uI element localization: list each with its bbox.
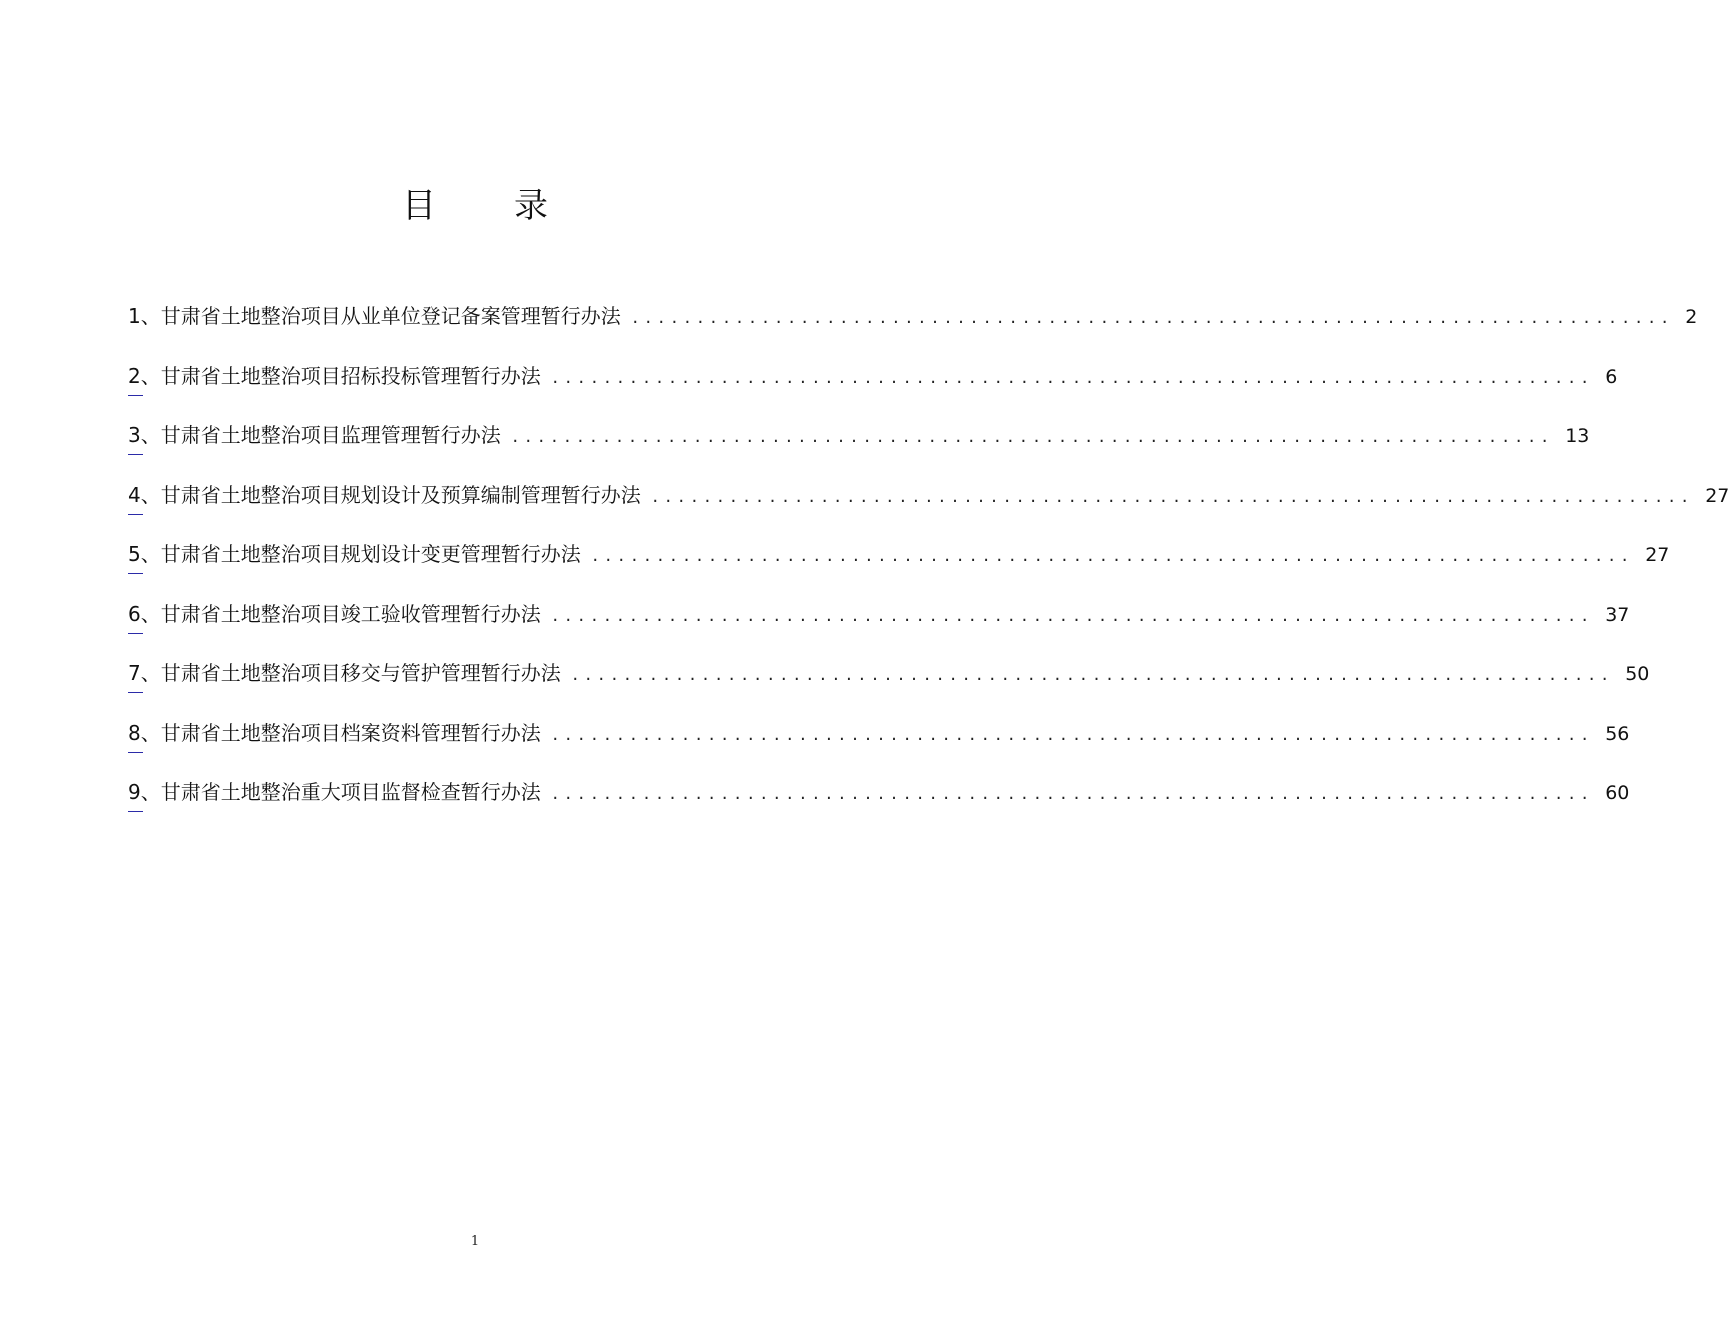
toc-leader-dots: ................................................................................ (570, 666, 1614, 684)
toc-entry-title: 、甘肃省土地整治项目规划设计变更管理暂行办法 (140, 542, 581, 566)
toc-entry-page: 13 (1565, 425, 1590, 447)
toc-leader-dots: ................................................................................ (550, 606, 1594, 625)
page-number: 1 (470, 1234, 480, 1249)
toc-leader-dots: ................................................................................ (630, 309, 1674, 327)
toc-entry[interactable] (128, 360, 1618, 420)
toc-entry-page: 27 (1705, 484, 1729, 507)
toc-entry[interactable] (128, 657, 1650, 717)
toc-leader-dots: ................................................................................ (650, 487, 1694, 506)
toc-entry-number: 4 (128, 482, 141, 507)
toc-entry-number: 7 (128, 661, 141, 685)
toc-entry[interactable] (128, 419, 1590, 479)
toc-list (128, 300, 1729, 836)
toc-entry-page: 27 (1645, 544, 1670, 566)
toc-entry[interactable] (128, 538, 1670, 598)
toc-entry-title: 、甘肃省土地整治项目招标投标管理暂行办法 (140, 363, 541, 388)
toc-entry-number: 8 (128, 720, 141, 745)
toc-entry-page: 37 (1605, 603, 1630, 626)
toc-entry-page: 2 (1685, 306, 1698, 328)
toc-leader-dots: ................................................................................ (590, 547, 1634, 565)
toc-entry-page: 56 (1605, 722, 1630, 745)
toc-entry-number: 3 (128, 423, 141, 447)
toc-entry-number: 9 (128, 780, 141, 804)
toc-entry-number: 6 (128, 601, 141, 626)
toc-leader-dots: ................................................................................ (550, 785, 1594, 803)
toc-entry-page: 50 (1625, 663, 1650, 685)
toc-entry[interactable] (128, 300, 1698, 360)
toc-entry[interactable] (128, 776, 1630, 836)
toc-leader-dots: ................................................................................ (510, 428, 1554, 446)
toc-entry-number: 2 (128, 363, 141, 388)
toc-entry-page: 60 (1605, 782, 1630, 804)
toc-entry-title: 、甘肃省土地整治项目移交与管护管理暂行办法 (140, 661, 561, 685)
toc-entry-number: 5 (128, 542, 141, 566)
toc-leader-dots: ................................................................................ (550, 725, 1594, 744)
toc-entry-title: 、甘肃省土地整治项目档案资料管理暂行办法 (140, 720, 541, 745)
toc-leader-dots: ................................................................................ (550, 368, 1594, 387)
toc-entry-title: 、甘肃省土地整治项目监理管理暂行办法 (140, 423, 501, 447)
toc-entry-number: 1 (128, 304, 141, 328)
toc-entry-title: 、甘肃省土地整治项目规划设计及预算编制管理暂行办法 (140, 482, 641, 507)
toc-title: 目录 (402, 186, 626, 226)
toc-entry[interactable] (128, 598, 1630, 658)
toc-entry-page: 6 (1605, 365, 1618, 388)
toc-entry[interactable] (128, 479, 1729, 539)
toc-entry[interactable] (128, 717, 1630, 777)
toc-entry-title: 、甘肃省土地整治项目从业单位登记备案管理暂行办法 (140, 304, 621, 328)
toc-entry-title: 、甘肃省土地整治重大项目监督检查暂行办法 (140, 780, 541, 804)
toc-entry-title: 、甘肃省土地整治项目竣工验收管理暂行办法 (140, 601, 541, 626)
